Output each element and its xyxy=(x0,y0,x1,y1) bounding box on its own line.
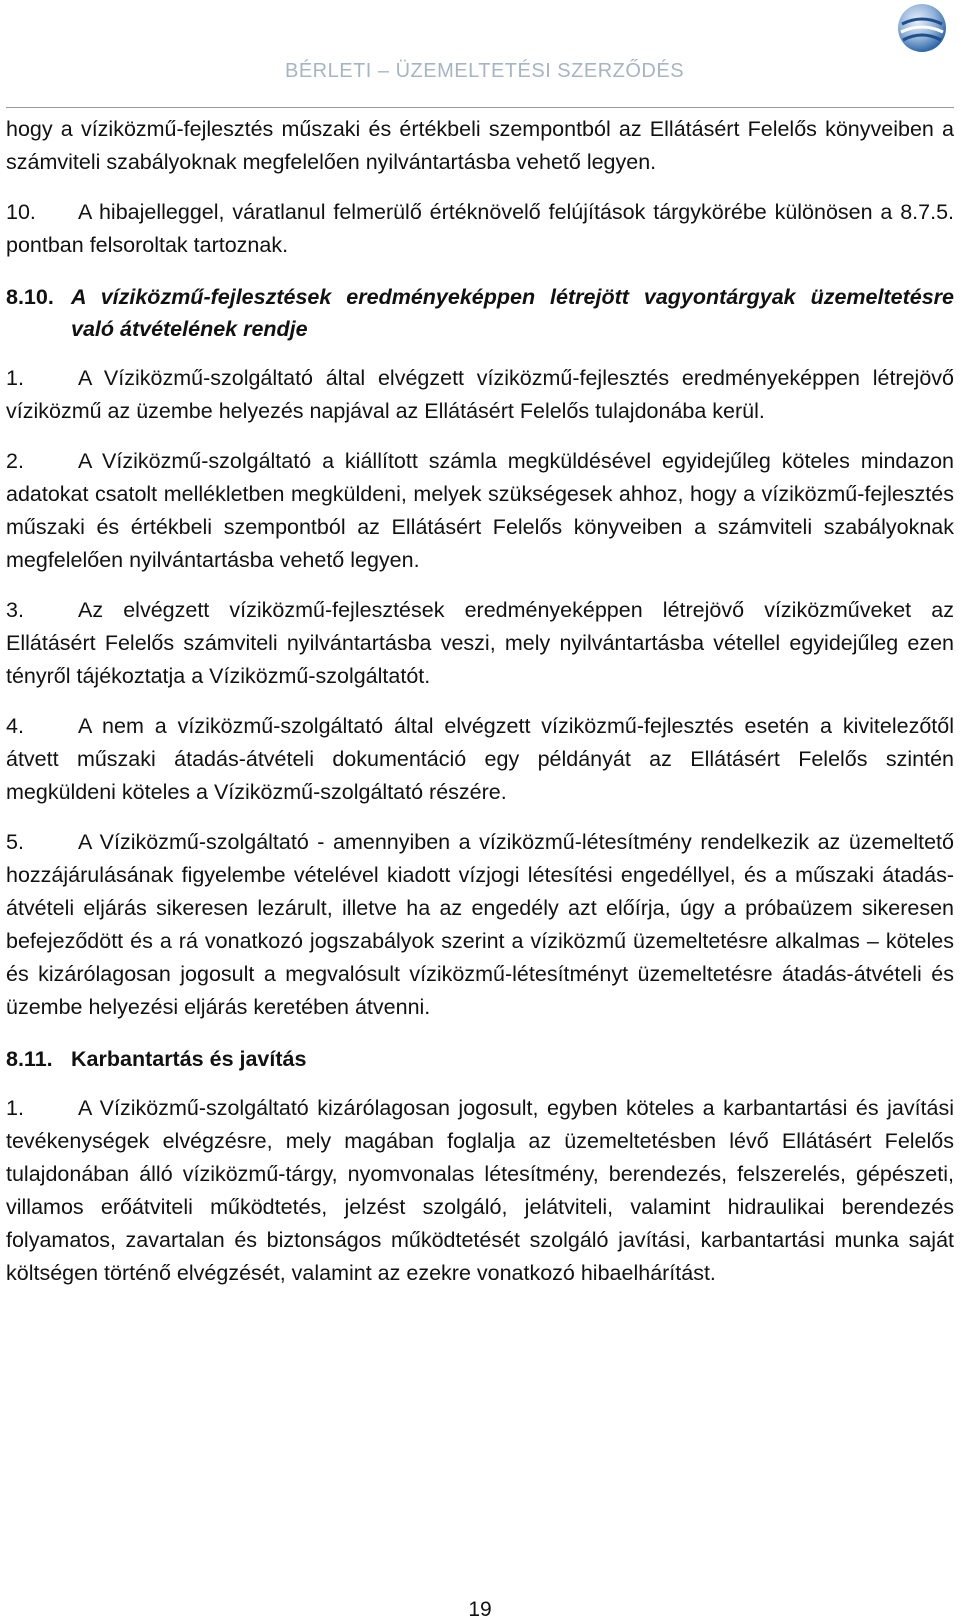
paragraph-8-10-4 xyxy=(6,710,954,809)
item-number: 10. xyxy=(6,200,36,224)
item-number: 1. xyxy=(6,1096,24,1120)
paragraph-item-10 xyxy=(6,196,954,262)
section-title: Karbantartás és javítás xyxy=(71,1047,307,1071)
paragraph-8-10-3 xyxy=(6,594,954,693)
item-text: A Víziközmű-szolgáltató - amennyiben a víziközmű-létesítmény rendelkezik az üzemeltető hozzájárulásának figyelembe vételével kiadott vízjogi létesítési engedéllyel, és a műszaki átadás-átvételi eljárás sikeresen lezárult, illetve ha az engedély azt előírja, úgy a próbaüzem sikeresen befejeződött és a rá vonatkozó jogszabályok szerint a víziközmű üzemeltetésre alkalmas – köteles és kizárólagosan jogosult a megvalósult víziközmű-létesítményt üzemeltetésre átadás-átvételi és üzembe helyezési eljárás keretében átvenni. xyxy=(6,830,954,1019)
item-number: 4. xyxy=(6,714,24,738)
paragraph-8-10-1 xyxy=(6,362,954,428)
paragraph-8-10-2 xyxy=(6,445,954,577)
header-divider xyxy=(6,107,954,108)
page-header xyxy=(0,0,960,110)
item-number: 5. xyxy=(6,830,24,854)
item-text: A nem a víziközmű-szolgáltató által elvégzett víziközmű-fejlesztés esetén a kivitelezőtől átvett műszaki átadás-átvételi dokumentáció egy példányát az Ellátásért Felelős szintén megküldeni köteles a Víziközmű-szolgáltató részére. xyxy=(6,714,954,804)
item-text: A Víziközmű-szolgáltató kizárólagosan jogosult, egyben köteles a karbantartási és javítási tevékenységek elvégzésre, mely magában foglalja az üzemeltetésben lévő Ellátásért Felelős tulajdonában álló víziközmű-tárgy, nyomvonalas létesítmény, berendezés, felszerelés, gépészeti, villamos erőátviteli működtetés, jelzést szolgáló, jelátviteli, valamint hidraulikai berendezés folyamatos, zavartalan és biztonságos működtetését szolgáló javítási, karbantartási munka saját költségen történő elvégzését, valamint az ezekre vonatkozó hibaelhárítást. xyxy=(6,1096,954,1285)
item-number: 3. xyxy=(6,598,24,622)
section-heading-8-11 xyxy=(6,1043,954,1075)
section-number: 8.11. xyxy=(6,1047,53,1071)
paragraph-8-10-5 xyxy=(6,826,954,1024)
company-logo-icon xyxy=(896,2,948,54)
item-text: A hibajelleggel, váratlanul felmerülő értéknövelő felújítások tárgykörébe különösen a 8.7.5. pontban felsoroltak tartoznak. xyxy=(6,200,954,257)
item-number: 2. xyxy=(6,449,24,473)
section-heading-8-10 xyxy=(6,281,954,345)
item-text: Az elvégzett víziközmű-fejlesztések eredményeképpen létrejövő víziközműveket az Ellátásért Felelős számviteli nyilvántartásba veszi, mely nyilvántartásba vétellel egyidejűleg ezen tényről tájékoztatja a Víziközmű-szolgáltatót. xyxy=(6,598,954,688)
item-number: 1. xyxy=(6,366,24,390)
item-text: A Víziközmű-szolgáltató által elvégzett víziközmű-fejlesztés eredményeképpen létrejövő víziközmű az üzembe helyezés napjával az Ellátásért Felelős tulajdonába kerül. xyxy=(6,366,954,423)
paragraph-8-11-1 xyxy=(6,1092,954,1290)
item-text: A Víziközmű-szolgáltató a kiállított számla megküldésével egyidejűleg köteles mindazon adatokat csatolt mellékletben megküldeni, melyek szükségesek ahhoz, hogy a víziközmű-fejlesztés műszaki és értékbeli szempontból az Ellátásért Felelős könyveiben a számviteli szabályoknak megfelelően nyilvántartásba vehető legyen. xyxy=(6,449,954,572)
document-title: BÉRLETI – ÜZEMELTETÉSI SZERZŐDÉS xyxy=(285,60,685,82)
paragraph-intro: hogy a víziközmű-fejlesztés műszaki és értékbeli szempontból az Ellátásért Felelős könyveiben a számviteli szabályoknak megfelelően nyilvántartásba vehető legyen. xyxy=(6,117,954,174)
page-number: 19 xyxy=(468,1598,492,1621)
section-title: A víziközmű-fejlesztések eredményeképpen létrejött vagyontárgyak üzemeltetésre való átvételének rendje xyxy=(71,285,954,341)
document-body xyxy=(6,111,954,1290)
section-number: 8.10. xyxy=(6,285,54,309)
